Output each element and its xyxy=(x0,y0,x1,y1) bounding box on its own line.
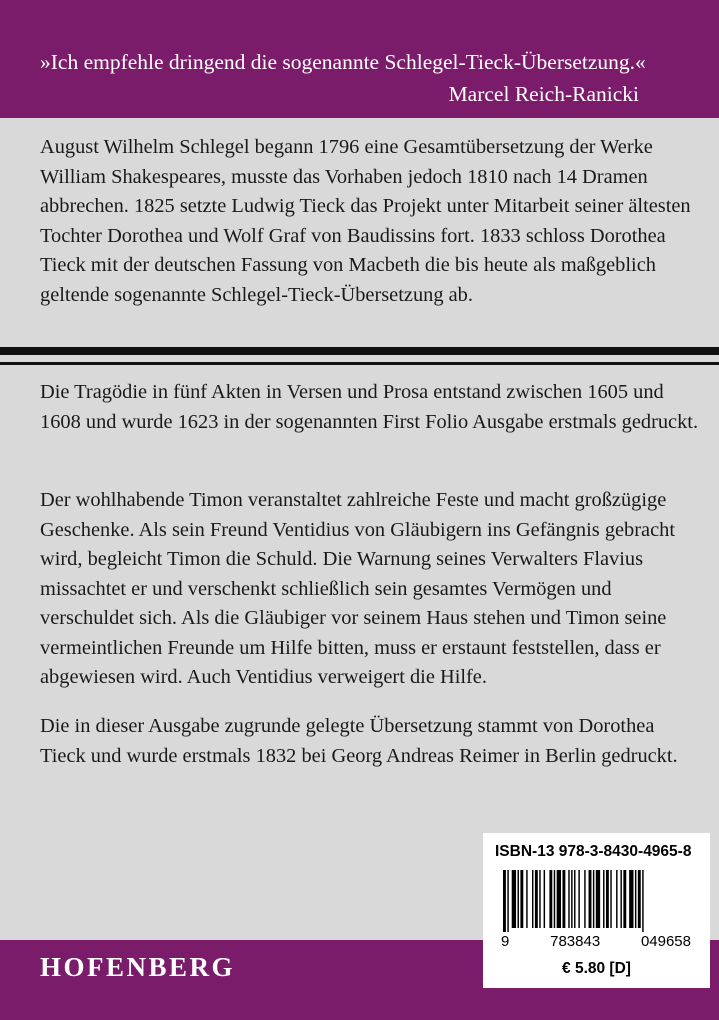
barcode-bar xyxy=(518,870,519,928)
barcode-bar xyxy=(638,870,641,928)
publisher-name: HOFENBERG xyxy=(40,952,236,982)
barcode-bar xyxy=(512,870,516,928)
barcode-bar xyxy=(544,870,545,928)
barcode-bar xyxy=(568,870,569,928)
barcode-icon xyxy=(501,870,691,932)
barcode-bar xyxy=(571,870,572,928)
barcode-bar xyxy=(549,870,552,928)
barcode-digits-left: 783843 xyxy=(550,933,601,950)
barcode-bar xyxy=(629,870,633,928)
quote-band xyxy=(0,0,719,118)
barcode-bar xyxy=(507,870,508,932)
barcode-bar xyxy=(610,870,611,928)
barcode-bar xyxy=(623,870,626,928)
barcode-bar xyxy=(616,870,617,928)
barcode-bar xyxy=(593,870,594,928)
quote-author: Marcel Reich-Ranicki xyxy=(448,82,639,106)
isbn-label: ISBN-13 978-3-8430-4965-8 xyxy=(495,843,692,860)
barcode-bar xyxy=(554,870,555,928)
barcode-bar xyxy=(584,870,585,928)
synopsis-paragraph: Der wohlhabende Timon veranstaltet zahlreiche Feste und macht großzügige Geschenke. Als sein Freund Ventidius von Gläubigern ins Gefängnis gebracht wird, begleicht Timon die Schuld. Die Warnung seines Verwalters Flavius missachtet er und verschenkt schließlich sein gesamtes Vermögen und verschuldet sich. Als die Gläubiger vor seinem Haus stehen und Timon seine vermeintlichen Freunde um Hilfe bitten, muss er erstaunt feststellen, dass er abgewiesen wird. Auch Ventidius verweigert die Hilfe. xyxy=(40,489,676,688)
barcode-bar xyxy=(532,870,533,928)
barcode-digits-right: 049658 xyxy=(640,933,691,950)
barcode-bar xyxy=(503,870,506,932)
barcode-bar xyxy=(539,870,540,928)
barcode-bar xyxy=(635,870,636,928)
barcode-bar xyxy=(520,870,523,928)
barcode-bar xyxy=(620,870,621,928)
barcode-bar xyxy=(642,870,643,932)
quote-text: »Ich empfehle dringend die sogenannte Schlegel-Tieck-Übersetzung.« xyxy=(40,50,646,74)
barcode-bar xyxy=(606,870,609,928)
barcode-bar xyxy=(603,870,604,928)
translation-paragraph: Die in dieser Ausgabe zugrunde gelegte Übersetzung stammt von Dorothea Tieck und wurde erstmals 1832 bei Georg Andreas Reimer in Berlin gedruckt. xyxy=(40,715,678,767)
barcode-bar xyxy=(557,870,561,928)
origin-paragraph: Die Tragödie in fünf Akten in Versen und Prosa entstand zwischen 1605 und 1608 und wurde 1623 in der sogenannten First Folio Ausgabe erstmals gedruckt. xyxy=(40,381,699,433)
divider-thick xyxy=(0,347,719,355)
divider-thin xyxy=(0,362,719,365)
barcode-bar xyxy=(596,870,600,928)
barcode-bar xyxy=(526,870,527,928)
barcode-digit-first: 9 xyxy=(501,933,510,950)
price-label: € 5.80 [D] xyxy=(562,960,631,977)
barcode-bar xyxy=(578,870,579,928)
intro-paragraph: August Wilhelm Schlegel begann 1796 eine Gesamtübersetzung der Werke William Shakespeares, musste das Vorhaben jedoch 1810 nach 14 Dramen abbrechen. 1825 setzte Ludwig Tieck das Projekt unter Mitarbeit seiner ältesten Tochter Dorothea und Wolf Graf von Baudissins fort. 1833 schloss Dorothea Tieck mit der deutschen Fassung von Macbeth die bis heute als maßgeblich geltende sogenannte Schlegel-Tieck-Übersetzung ab. xyxy=(40,136,691,306)
barcode-panel xyxy=(483,833,710,988)
barcode-bar xyxy=(589,870,592,928)
barcode-digits xyxy=(501,933,691,950)
barcode-bar xyxy=(562,870,565,928)
barcode-bar xyxy=(574,870,575,928)
barcode-bar xyxy=(535,870,538,928)
